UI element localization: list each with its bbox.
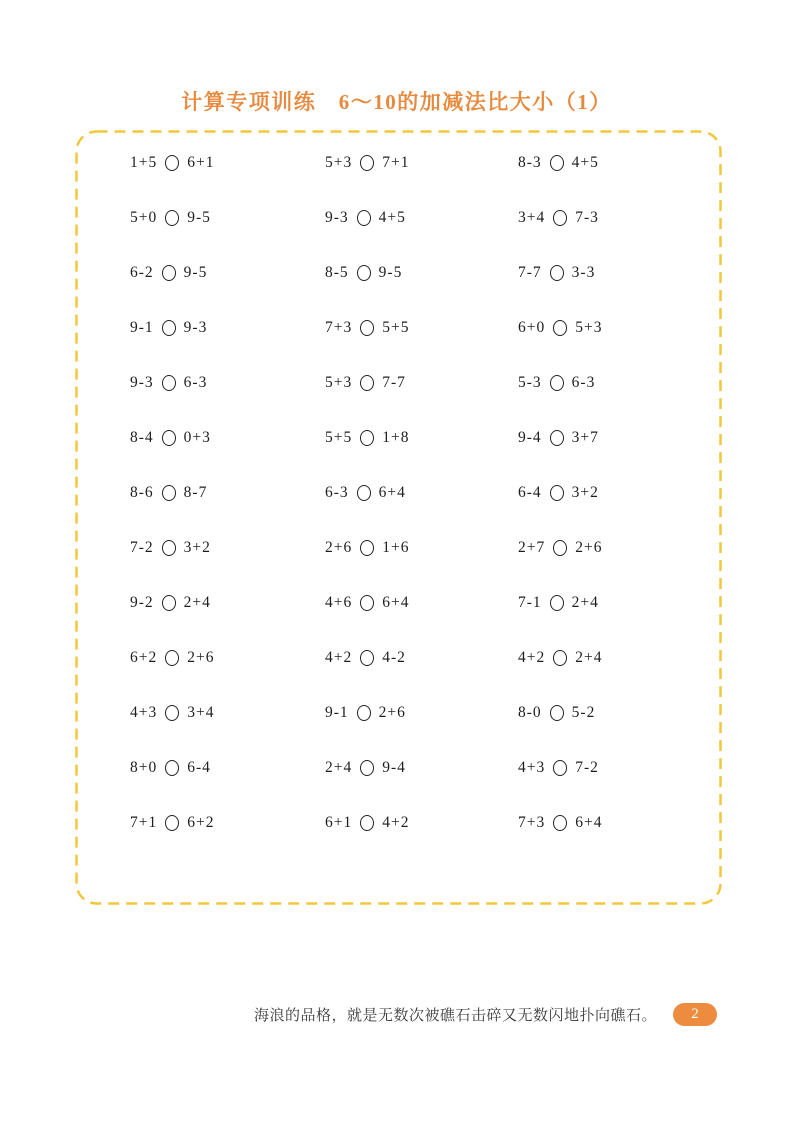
problem-item [325,374,406,392]
comparison-circle [165,210,179,226]
problem-item [130,429,211,447]
left-expression: 7+3 [325,318,353,336]
comparison-circle [162,320,176,336]
comparison-circle [360,650,374,666]
comparison-circle [165,155,179,171]
right-expression: 2+6 [575,538,603,556]
problem-item [518,484,599,502]
left-expression: 6-2 [130,263,154,281]
comparison-circle [357,705,371,721]
left-expression: 7+1 [130,813,158,831]
comparison-circle [162,540,176,556]
left-expression: 4+2 [518,648,546,666]
right-expression: 3+2 [571,483,599,501]
left-expression: 9-4 [518,428,542,446]
comparison-circle [357,210,371,226]
right-expression: 2+6 [187,648,215,666]
comparison-circle [553,760,567,776]
problem-item [325,649,406,667]
right-expression: 1+6 [382,538,410,556]
problem-item [325,704,406,722]
comparison-circle [360,430,374,446]
right-expression: 6-4 [187,758,211,776]
right-expression: 9-5 [183,263,208,281]
right-expression: 2+4 [575,648,603,666]
comparison-circle [360,760,374,776]
left-expression: 8+0 [130,758,158,776]
right-expression: 2+4 [183,593,211,611]
right-expression: 6+4 [575,813,603,831]
left-expression: 2+7 [518,538,546,556]
left-expression: 7+3 [518,813,546,831]
problem-item [325,154,410,172]
problem-item [130,539,211,557]
left-expression: 5+3 [325,373,353,391]
left-expression: 2+4 [325,758,353,776]
right-expression: 2+4 [571,593,599,611]
problem-item [518,374,595,392]
right-expression: 7+1 [382,153,410,171]
right-expression: 6+4 [382,593,410,611]
comparison-circle [360,155,374,171]
page-title: 计算专项训练 6～10的加减法比大小（1） [181,90,612,114]
comparison-circle [360,320,374,336]
problem-item [518,814,603,832]
problem-item [325,539,410,557]
left-expression: 4+6 [325,593,353,611]
footer-quote: 海浪的品格，就是无数次被礁石击碎又无数闪地扑向礁石。 [253,1008,657,1024]
right-expression: 9-4 [382,758,406,776]
comparison-circle [357,265,371,281]
right-expression: 2+6 [378,703,406,721]
left-expression: 7-1 [518,593,542,611]
left-expression: 5+0 [130,208,158,226]
problem-item [518,649,603,667]
comparison-circle [162,485,176,501]
problem-item [130,209,211,227]
left-expression: 8-6 [130,483,154,501]
left-expression: 4+3 [518,758,546,776]
problem-item [325,429,410,447]
problem-item [325,209,406,227]
right-expression: 7-2 [575,758,599,776]
right-expression: 6+4 [378,483,406,501]
problems-grid [130,135,692,850]
problem-item [325,594,410,612]
comparison-circle [553,815,567,831]
left-expression: 8-0 [518,703,542,721]
comparison-circle [162,265,176,281]
problem-item [518,209,599,227]
right-expression: 6+1 [187,153,215,171]
comparison-circle [550,485,564,501]
right-expression: 6-3 [183,373,208,391]
left-expression: 6+1 [325,813,353,831]
right-expression: 3+2 [183,538,211,556]
comparison-circle [165,705,179,721]
right-expression: 4+2 [382,813,410,831]
left-expression: 3+4 [518,208,546,226]
problem-item [518,539,603,557]
left-expression: 1+5 [130,153,158,171]
left-expression: 9-2 [130,593,154,611]
left-expression: 2+6 [325,538,353,556]
problem-item [518,264,595,282]
left-expression: 9-1 [325,703,349,721]
left-expression: 4+2 [325,648,353,666]
left-expression: 4+3 [130,703,158,721]
right-expression: 3+7 [571,428,599,446]
right-expression: 4+5 [378,208,406,226]
right-expression: 1+8 [382,428,410,446]
left-expression: 7-7 [518,263,542,281]
problem-item [130,374,207,392]
problem-item [325,484,406,502]
right-expression: 9-5 [187,208,211,226]
right-expression: 6+2 [187,813,215,831]
right-expression: 4-2 [382,648,406,666]
right-expression: 9-3 [183,318,208,336]
comparison-circle [550,595,564,611]
left-expression: 6+2 [130,648,158,666]
comparison-circle [553,650,567,666]
problem-item [518,594,599,612]
problem-item [130,759,211,777]
problem-item [130,704,215,722]
left-expression: 5-3 [518,373,542,391]
comparison-circle [360,375,374,391]
right-expression: 4+5 [571,153,599,171]
comparison-circle [165,760,179,776]
page-footer [254,1003,717,1026]
problem-item [325,319,410,337]
left-expression: 9-3 [325,208,349,226]
comparison-circle [553,210,567,226]
problem-item [518,154,599,172]
comparison-circle [165,650,179,666]
problem-item [518,319,603,337]
left-expression: 8-3 [518,153,542,171]
problem-item [130,319,207,337]
comparison-circle [357,485,371,501]
comparison-circle [553,540,567,556]
problem-item [325,814,410,832]
problem-item [130,594,211,612]
problem-item [518,704,595,722]
problem-item [130,264,207,282]
left-expression: 6-4 [518,483,542,501]
left-expression: 6-3 [325,483,349,501]
right-expression: 3+4 [187,703,215,721]
problem-item [130,814,215,832]
comparison-circle [360,595,374,611]
left-expression: 9-3 [130,373,154,391]
comparison-circle [162,430,176,446]
comparison-circle [360,815,374,831]
left-expression: 9-1 [130,318,154,336]
right-expression: 9-5 [378,263,403,281]
comparison-circle [165,815,179,831]
problem-item [130,484,207,502]
problem-item [130,649,215,667]
comparison-circle [360,540,374,556]
problem-item [325,759,406,777]
worksheet-box [75,130,722,905]
left-expression: 6+0 [518,318,546,336]
comparison-circle [162,595,176,611]
comparison-circle [162,375,176,391]
comparison-circle [550,430,564,446]
right-expression: 3-3 [571,263,596,281]
left-expression: 5+5 [325,428,353,446]
problem-item [518,429,599,447]
left-expression: 5+3 [325,153,353,171]
right-expression: 7-7 [382,373,406,391]
right-expression: 5+3 [575,318,603,336]
left-expression: 7-2 [130,538,154,556]
comparison-circle [550,705,564,721]
comparison-circle [553,320,567,336]
right-expression: 6-3 [571,373,596,391]
comparison-circle [550,265,564,281]
comparison-circle [550,155,564,171]
problem-item [518,759,599,777]
comparison-circle [550,375,564,391]
problem-item [130,154,215,172]
left-expression: 8-4 [130,428,154,446]
right-expression: 5+5 [382,318,410,336]
right-expression: 8-7 [183,483,208,501]
right-expression: 5-2 [571,703,596,721]
right-expression: 7-3 [575,208,599,226]
left-expression: 8-5 [325,263,349,281]
problem-item [325,264,402,282]
right-expression: 0+3 [183,428,211,446]
page-number-badge: 2 [673,1003,717,1026]
